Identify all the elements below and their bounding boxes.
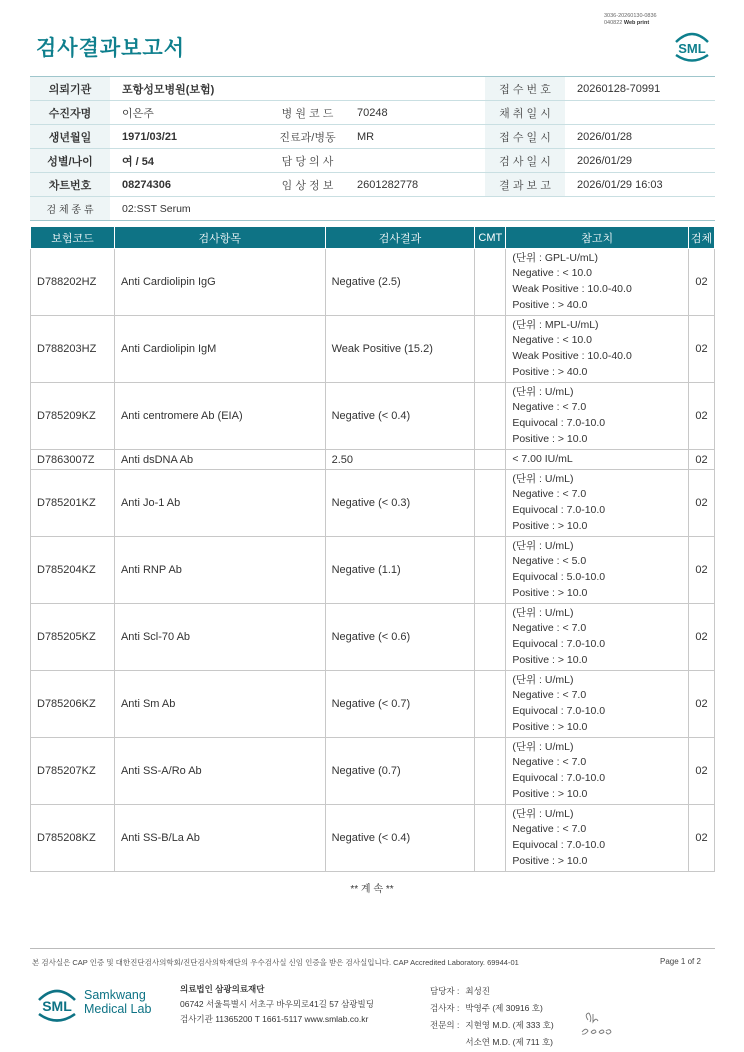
org-name: 의료법인 삼광의료재단 — [180, 984, 265, 994]
result-value: Negative (2.5) — [325, 249, 475, 316]
value-physician — [345, 149, 485, 173]
reference-line: Negative : < 7.0 — [512, 401, 587, 414]
result-reference — [506, 537, 689, 604]
header-insurance-code: 보험코드 — [31, 227, 115, 249]
reference-line: Positive : > 40.0 — [512, 298, 588, 311]
reference-line: (단위 : U/mL) — [512, 740, 574, 753]
value-requesting-institution: 포항성모병원(보험) — [110, 77, 485, 101]
brand-line2: Medical Lab — [84, 1002, 152, 1016]
reference-line: Positive : > 10.0 — [512, 586, 588, 599]
reference-line: Equivocal : 7.0-10.0 — [512, 839, 606, 851]
result-code: D785201KZ — [31, 470, 115, 537]
result-test-name: Anti Jo-1 Ab — [114, 470, 325, 537]
value-received-date: 2026/01/28 — [565, 125, 715, 149]
result-test-name: Anti SS-A/Ro Ab — [114, 738, 325, 805]
value-collection-date — [565, 101, 715, 125]
results-body — [31, 249, 715, 872]
label-test-date: 검 사 일 시 — [485, 149, 565, 173]
staff-row — [430, 984, 558, 999]
page-title: 검사결과보고서 — [36, 37, 186, 60]
result-test-name: Anti dsDNA Ab — [114, 450, 325, 470]
print-code-line1: 3036-20260130-0836 — [604, 13, 657, 19]
label-hospital-code: 병 원 코 드 — [270, 101, 345, 125]
result-code: D788202HZ — [31, 249, 115, 316]
org-contact: 검사기관 11365200 T 1661-5117 www.smlab.co.kr — [180, 1014, 369, 1024]
reference-line: Positive : > 10.0 — [512, 720, 588, 733]
value-test-date: 2026/01/29 — [565, 149, 715, 173]
header-cmt: CMT — [475, 227, 506, 249]
results-table — [30, 226, 715, 872]
result-specimen: 02 — [689, 470, 715, 537]
result-value: Negative (< 0.4) — [325, 805, 475, 872]
result-test-name: Anti RNP Ab — [114, 537, 325, 604]
reference-line: (단위 : U/mL) — [512, 385, 574, 398]
info-row — [30, 77, 715, 101]
result-reference — [506, 671, 689, 738]
footer-divider — [30, 948, 715, 949]
label-specimen-type: 검 체 종 류 — [30, 197, 110, 221]
header-specimen: 검체 — [689, 227, 715, 249]
result-test-name: Anti Sm Ab — [114, 671, 325, 738]
result-row — [31, 249, 715, 316]
reference-line: Equivocal : 7.0-10.0 — [512, 772, 606, 784]
value-chart-number: 08274306 — [110, 173, 270, 197]
result-comment — [475, 738, 506, 805]
result-reference — [506, 805, 689, 872]
staff-row — [430, 1001, 558, 1016]
label-patient-name: 수진자명 — [30, 101, 110, 125]
staff-name: 박영주 (제 30916 호) — [465, 1003, 543, 1013]
brand-name — [84, 988, 151, 1016]
result-value: Negative (0.7) — [325, 738, 475, 805]
result-value: Negative (< 0.4) — [325, 383, 475, 450]
staff-role: 담당자 : — [430, 986, 460, 996]
reference-line: Positive : > 10.0 — [512, 653, 588, 666]
reference-line: Equivocal : 7.0-10.0 — [512, 705, 606, 717]
result-code: D785206KZ — [31, 671, 115, 738]
reference-line: Weak Positive : 10.0-40.0 — [512, 350, 632, 362]
reference-line: Negative : < 7.0 — [512, 622, 587, 635]
reference-line: Negative : < 7.0 — [512, 823, 587, 836]
print-code-line2: 040822 — [604, 19, 623, 26]
result-reference — [506, 450, 689, 470]
results-header-row — [31, 227, 715, 249]
label-collection-date: 채 취 일 시 — [485, 101, 565, 125]
web-print-label: Web print — [623, 19, 650, 26]
result-comment — [475, 316, 506, 383]
result-reference — [506, 604, 689, 671]
result-test-name: Anti Cardiolipin IgM — [114, 316, 325, 383]
header-test-item: 검사항목 — [114, 227, 325, 249]
result-specimen: 02 — [689, 537, 715, 604]
organization-info — [180, 982, 374, 1027]
result-test-name: Anti centromere Ab (EIA) — [114, 383, 325, 450]
result-row — [31, 604, 715, 671]
reference-line: (단위 : U/mL) — [512, 539, 574, 552]
value-accession-number: 20260128-70991 — [565, 77, 715, 101]
result-comment — [475, 671, 506, 738]
result-row — [31, 537, 715, 604]
info-row — [30, 125, 715, 149]
result-specimen: 02 — [689, 383, 715, 450]
value-clinical-info: 2601282778 — [345, 173, 485, 197]
reference-line: Weak Positive : 10.0-40.0 — [512, 283, 632, 295]
patient-info-table — [30, 76, 715, 221]
result-reference — [506, 316, 689, 383]
result-code: D785207KZ — [31, 738, 115, 805]
label-report-date: 결 과 보 고 — [485, 173, 565, 197]
info-row — [30, 101, 715, 125]
label-birth-date: 생년월일 — [30, 125, 110, 149]
reference-line: Equivocal : 7.0-10.0 — [512, 417, 606, 429]
label-sex-age: 성별/나이 — [30, 149, 110, 173]
label-received-date: 접 수 일 시 — [485, 125, 565, 149]
signature-icon — [580, 1010, 616, 1040]
accreditation-note: 본 검사실은 CAP 인증 및 대한진단검사의학회/진단검사의학재단의 우수검사실 신임 인증을 받은 검사실입니다. CAP Accredited Laboratory. 69944-01 — [32, 958, 519, 967]
result-specimen: 02 — [689, 738, 715, 805]
result-specimen: 02 — [689, 316, 715, 383]
reference-line: Equivocal : 5.0-10.0 — [512, 571, 606, 583]
result-code: D785208KZ — [31, 805, 115, 872]
result-value: Weak Positive (15.2) — [325, 316, 475, 383]
reference-line: Equivocal : 7.0-10.0 — [512, 638, 606, 650]
header-test-result: 검사결과 — [325, 227, 475, 249]
result-comment — [475, 383, 506, 450]
reference-line: < 7.00 IU/mL — [512, 452, 573, 465]
result-row — [31, 671, 715, 738]
result-comment — [475, 537, 506, 604]
sml-footer-logo-icon — [36, 983, 78, 1023]
result-comment — [475, 249, 506, 316]
result-comment — [475, 604, 506, 671]
result-value: Negative (1.1) — [325, 537, 475, 604]
result-test-name: Anti Scl-70 Ab — [114, 604, 325, 671]
result-test-name: Anti SS-B/La Ab — [114, 805, 325, 872]
result-reference — [506, 738, 689, 805]
result-specimen: 02 — [689, 604, 715, 671]
reference-line: Equivocal : 7.0-10.0 — [512, 504, 606, 516]
result-code: D7863007Z — [31, 450, 115, 470]
staff-name: 최성진 — [465, 986, 490, 996]
staff-role: 검사자 : — [430, 1003, 460, 1013]
result-row — [31, 316, 715, 383]
reference-line: Negative : < 5.0 — [512, 555, 587, 568]
label-clinical-info: 임 상 정 보 — [270, 173, 345, 197]
result-specimen: 02 — [689, 249, 715, 316]
reference-line: Positive : > 10.0 — [512, 854, 588, 867]
info-row — [30, 197, 715, 221]
staff-role: 전문의 : — [430, 1020, 460, 1030]
result-specimen: 02 — [689, 805, 715, 872]
reference-line: (단위 : U/mL) — [512, 606, 574, 619]
result-value: Negative (< 0.3) — [325, 470, 475, 537]
result-specimen: 02 — [689, 450, 715, 470]
info-row — [30, 173, 715, 197]
result-specimen: 02 — [689, 671, 715, 738]
value-report-date: 2026/01/29 16:03 — [565, 173, 715, 197]
label-department: 진료과/병동 — [270, 125, 345, 149]
reference-line: Negative : < 7.0 — [512, 689, 587, 702]
info-row — [30, 149, 715, 173]
result-row — [31, 450, 715, 470]
header-reference: 참고치 — [506, 227, 689, 249]
label-requesting-institution: 의뢰기관 — [30, 77, 110, 101]
org-address: 06742 서울특별시 서초구 바우뫼로41길 57 삼광빌딩 — [180, 999, 374, 1009]
result-value: Negative (< 0.7) — [325, 671, 475, 738]
reference-line: (단위 : U/mL) — [512, 472, 574, 485]
reference-line: Negative : < 7.0 — [512, 488, 587, 501]
result-row — [31, 805, 715, 872]
reference-line: Positive : > 10.0 — [512, 787, 588, 800]
reference-line: Negative : < 10.0 — [512, 334, 593, 347]
result-comment — [475, 805, 506, 872]
reference-line: Positive : > 10.0 — [512, 519, 588, 532]
staff-name: 지현영 M.D. (제 333 호) — [465, 1020, 554, 1030]
staff-name: 서소연 M.D. (제 711 호) — [465, 1037, 554, 1047]
staff-role — [430, 1035, 463, 1050]
value-hospital-code: 70248 — [345, 101, 485, 125]
result-row — [31, 470, 715, 537]
reference-line: (단위 : U/mL) — [512, 673, 574, 686]
sml-logo-icon — [672, 28, 712, 62]
brand-line1: Samkwang — [84, 988, 146, 1002]
page-number: Page 1 of 2 — [660, 957, 701, 966]
reference-line: (단위 : GPL-U/mL) — [512, 251, 598, 264]
reference-line: (단위 : U/mL) — [512, 807, 574, 820]
value-department: MR — [345, 125, 485, 149]
result-code: D785205KZ — [31, 604, 115, 671]
label-chart-number: 차트번호 — [30, 173, 110, 197]
staff-list — [428, 982, 560, 1052]
reference-line: (단위 : MPL-U/mL) — [512, 318, 599, 331]
reference-line: Negative : < 7.0 — [512, 756, 587, 769]
result-reference — [506, 470, 689, 537]
footer-logo-text: SML — [42, 998, 72, 1014]
result-row — [31, 383, 715, 450]
result-value: 2.50 — [325, 450, 475, 470]
print-code — [604, 13, 657, 26]
value-specimen-type: 02:SST Serum — [110, 197, 715, 221]
logo-text: SML — [678, 41, 706, 56]
result-comment — [475, 470, 506, 537]
result-reference — [506, 249, 689, 316]
continued-marker: ** 계 속 ** — [350, 884, 394, 895]
value-birth-date: 1971/03/21 — [110, 125, 270, 149]
result-row — [31, 738, 715, 805]
staff-row — [430, 1035, 558, 1050]
label-accession-number: 접 수 번 호 — [485, 77, 565, 101]
staff-row — [430, 1018, 558, 1033]
result-code: D785204KZ — [31, 537, 115, 604]
value-sex-age: 여 / 54 — [110, 149, 270, 173]
value-patient-name: 이은주 — [110, 101, 270, 125]
result-test-name: Anti Cardiolipin IgG — [114, 249, 325, 316]
reference-line: Negative : < 10.0 — [512, 267, 593, 280]
result-code: D788203HZ — [31, 316, 115, 383]
result-reference — [506, 383, 689, 450]
result-code: D785209KZ — [31, 383, 115, 450]
label-physician: 담 당 의 사 — [270, 149, 345, 173]
result-value: Negative (< 0.6) — [325, 604, 475, 671]
reference-line: Positive : > 40.0 — [512, 365, 588, 378]
result-comment — [475, 450, 506, 470]
reference-line: Positive : > 10.0 — [512, 432, 588, 445]
